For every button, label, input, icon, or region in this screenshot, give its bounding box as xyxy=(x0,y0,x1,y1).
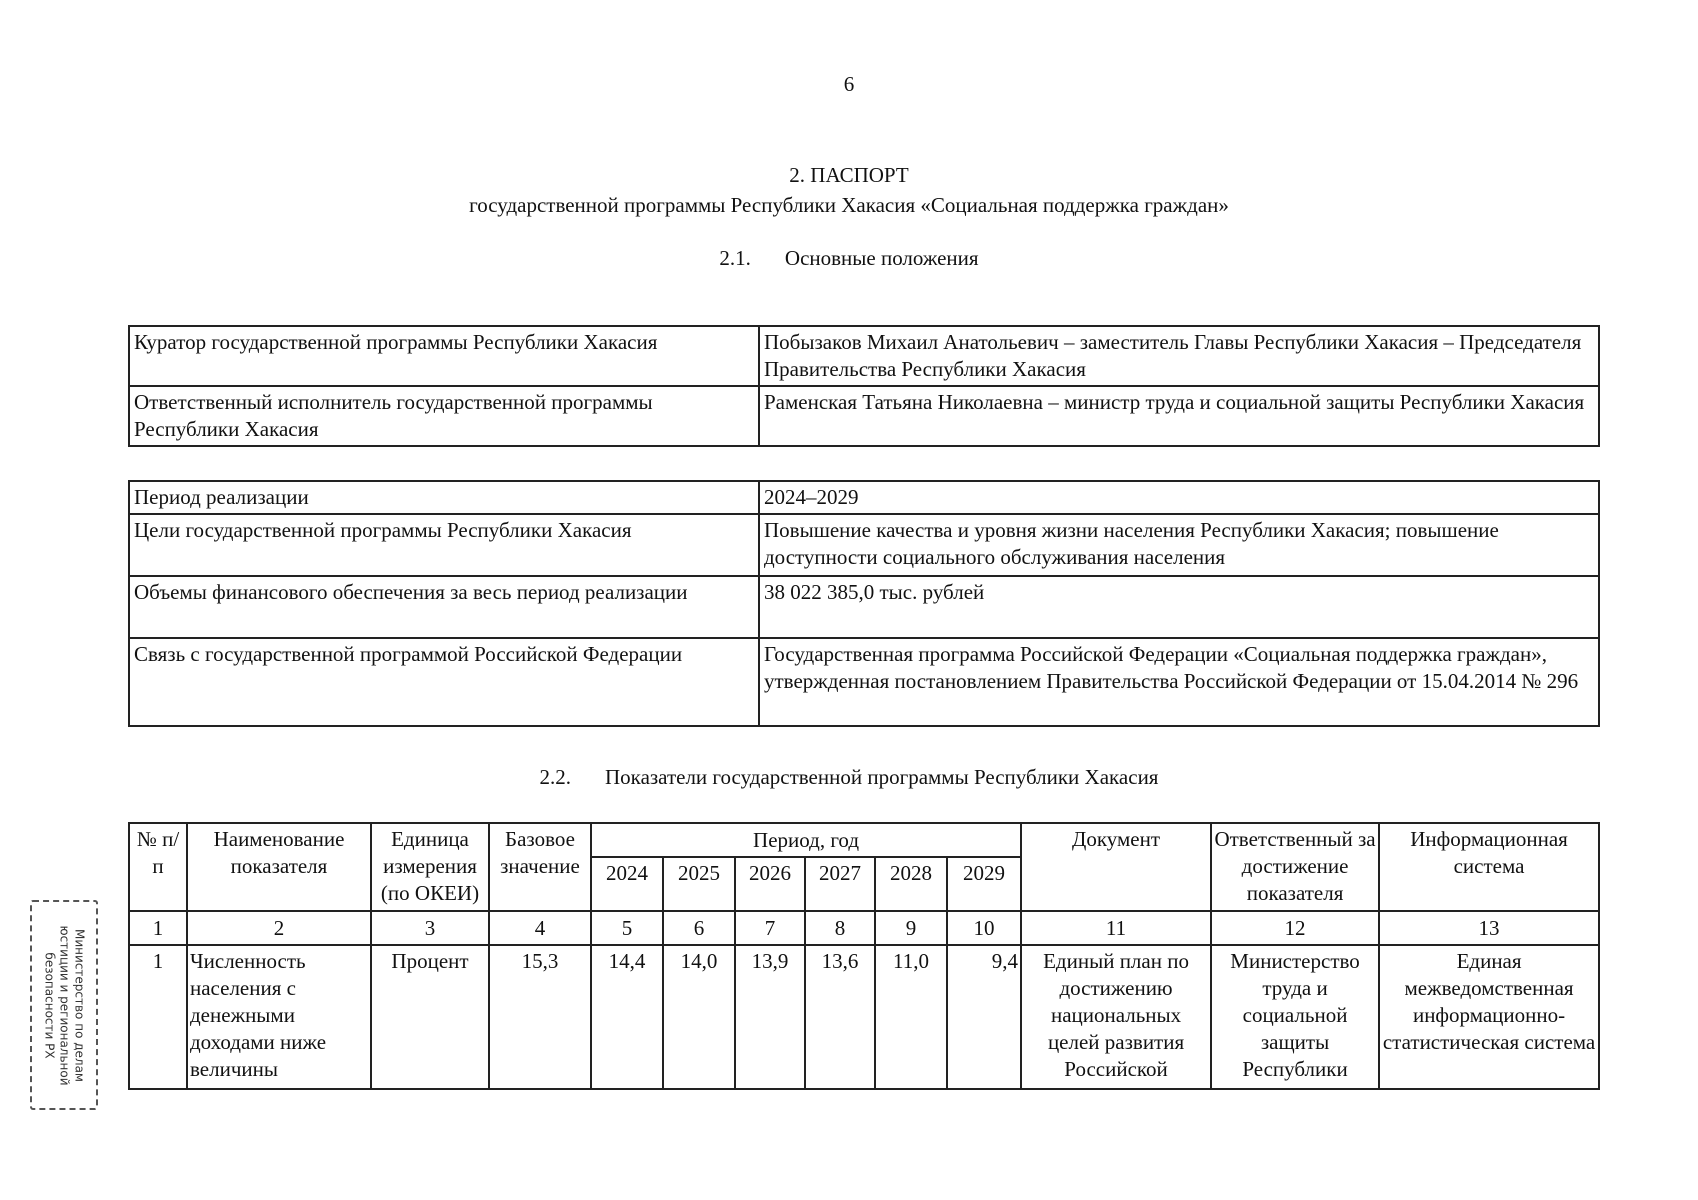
main-provisions-table xyxy=(128,325,1600,447)
section-label: Основные положения xyxy=(784,246,979,270)
section-number: 2.1. xyxy=(719,246,751,270)
table-row xyxy=(129,326,1599,386)
indicator-value: 9,4 xyxy=(947,945,1021,1089)
row-value: Раменская Татьяна Николаевна – министр труда и социальной защиты Республики Хакасия xyxy=(759,386,1599,446)
header-year: 2024 xyxy=(591,857,663,911)
page-number: 6 xyxy=(843,72,855,96)
header-period: Период, год xyxy=(591,823,1021,857)
document-subtitle: государственной программы Республики Хакасия «Социальная поддержка граждан» xyxy=(469,193,1229,217)
indicator-value: 13,6 xyxy=(805,945,875,1089)
header-responsible: Ответственный за достижение показателя xyxy=(1211,823,1379,911)
header-year: 2027 xyxy=(805,857,875,911)
header-unit: Единица измерения (по ОКЕИ) xyxy=(371,823,489,911)
row-label: Куратор государственной программы Республики Хакасия xyxy=(129,326,759,386)
header-year: 2026 xyxy=(735,857,805,911)
column-number: 10 xyxy=(947,911,1021,945)
header-row xyxy=(129,823,1599,857)
row-label: Объемы финансового обеспечения за весь период реализации xyxy=(129,576,759,638)
section-label: Показатели государственной программы Республики Хакасия xyxy=(605,765,1159,789)
row-value: Государственная программа Российской Федерации «Социальная поддержка граждан», утвержденная постановлением Правительства Российской Федерации от 15.04.2014 № 296 xyxy=(759,638,1599,726)
table-row xyxy=(129,514,1599,576)
column-number: 1 xyxy=(129,911,187,945)
section-heading-2-2 xyxy=(0,762,1698,792)
indicator-value: 13,9 xyxy=(735,945,805,1089)
table-row xyxy=(129,481,1599,514)
indicator-info-system: Единая межведомственная информационно-статистическая система xyxy=(1379,945,1599,1089)
column-number: 11 xyxy=(1021,911,1211,945)
table-row xyxy=(129,638,1599,726)
section-heading-2-1 xyxy=(0,243,1698,273)
column-number: 2 xyxy=(187,911,371,945)
column-number: 4 xyxy=(489,911,591,945)
column-number: 6 xyxy=(663,911,735,945)
indicator-value: 14,4 xyxy=(591,945,663,1089)
row-value: Побызаков Михаил Анатольевич – заместитель Главы Республики Хакасия – Председателя Правительства Республики Хакасия xyxy=(759,326,1599,386)
header-name: Наименование показателя xyxy=(187,823,371,911)
header-base: Базовое значение xyxy=(489,823,591,911)
row-label: Период реализации xyxy=(129,481,759,514)
indicator-document: Единый план по достижению национальных целей развития Российской xyxy=(1021,945,1211,1089)
registration-stamp xyxy=(30,900,98,1110)
row-value: 38 022 385,0 тыс. рублей xyxy=(759,576,1599,638)
indicator-unit: Процент xyxy=(371,945,489,1089)
indicator-name: Численность населения с денежными доходами ниже величины xyxy=(187,945,371,1089)
table-row xyxy=(129,576,1599,638)
row-value: Повышение качества и уровня жизни населения Республики Хакасия; повышение доступности социального обслуживания населения xyxy=(759,514,1599,576)
row-label: Связь с государственной программой Российской Федерации xyxy=(129,638,759,726)
section-number: 2.2. xyxy=(539,765,572,789)
indicator-responsible: Министерство труда и социальной защиты Республики xyxy=(1211,945,1379,1089)
row-value: 2024–2029 xyxy=(759,481,1599,514)
table-row xyxy=(129,945,1599,1089)
program-details-table xyxy=(128,480,1600,727)
column-number: 13 xyxy=(1379,911,1599,945)
indicator-base-value: 15,3 xyxy=(489,945,591,1089)
column-number-row xyxy=(129,911,1599,945)
column-number: 5 xyxy=(591,911,663,945)
row-number: 1 xyxy=(129,945,187,1089)
header-document: Документ xyxy=(1021,823,1211,911)
stamp-line: Министерство по делам xyxy=(72,928,87,1082)
column-number: 7 xyxy=(735,911,805,945)
indicators-table xyxy=(128,822,1600,1090)
header-year: 2028 xyxy=(875,857,947,911)
header-info-system: Информационная система xyxy=(1379,823,1599,911)
column-number: 8 xyxy=(805,911,875,945)
stamp-line: юстиции и региональной xyxy=(57,924,72,1086)
column-number: 12 xyxy=(1211,911,1379,945)
stamp-line: безопасности РХ xyxy=(42,951,57,1059)
document-title: 2. ПАСПОРТ xyxy=(789,163,909,187)
indicator-value: 11,0 xyxy=(875,945,947,1089)
header-year: 2025 xyxy=(663,857,735,911)
header-year: 2029 xyxy=(947,857,1021,911)
row-label: Ответственный исполнитель государственной программы Республики Хакасия xyxy=(129,386,759,446)
table-row xyxy=(129,386,1599,446)
row-label: Цели государственной программы Республики Хакасия xyxy=(129,514,759,576)
column-number: 3 xyxy=(371,911,489,945)
header-num: № п/п xyxy=(129,823,187,911)
column-number: 9 xyxy=(875,911,947,945)
indicator-value: 14,0 xyxy=(663,945,735,1089)
